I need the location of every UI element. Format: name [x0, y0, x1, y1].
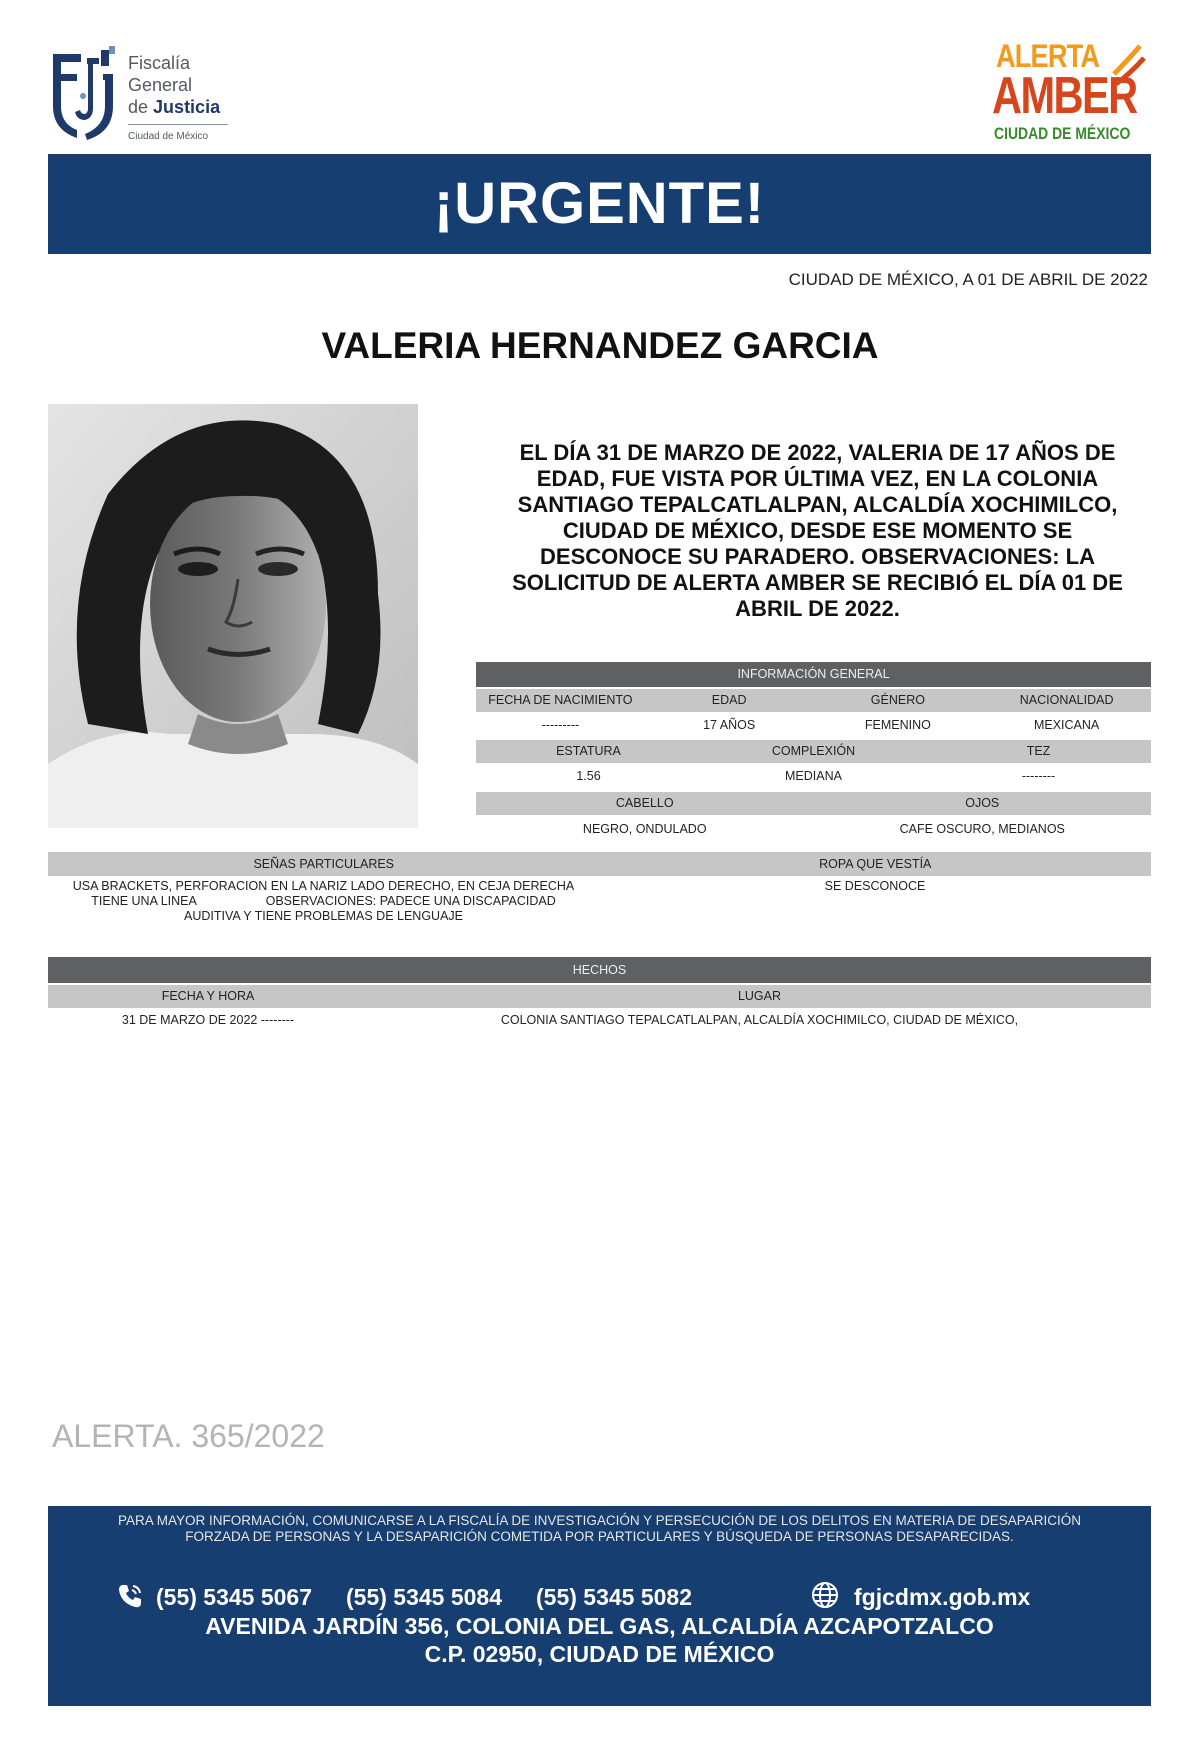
footer-info-line1: PARA MAYOR INFORMACIÓN, COMUNICARSE A LA FISCALÍA DE INVESTIGACIÓN Y PERSECUCIÓN DE LOS DELITOS EN MATERIA DE DESAPARICIÓN [118, 1513, 1081, 1528]
info-general-title-bar [476, 662, 1151, 687]
amber-logo-line2: AMBER [992, 67, 1137, 125]
header-fecha-hora: FECHA Y HORA [161, 989, 255, 1003]
dateline: CIUDAD DE MÉXICO, A 01 DE ABRIL DE 2022 [788, 270, 1148, 289]
alerta-amber-logo [990, 38, 1150, 148]
fgj-logo-subtitle: Ciudad de México [128, 131, 209, 142]
footer-address [48, 1612, 1151, 1668]
website-link[interactable]: fgjcdmx.gob.mx [854, 1584, 1031, 1610]
amber-logo-line1: ALERTA [996, 38, 1100, 74]
value-ojos: CAFE OSCURO, MEDIANOS [899, 822, 1065, 836]
value-cabello: NEGRO, ONDULADO [582, 822, 707, 836]
fgj-logo-line3: de [128, 97, 149, 117]
hechos-table [48, 957, 1151, 1027]
info-row2-values [476, 764, 1151, 789]
header-cabello: CABELLO [615, 796, 674, 810]
senas-line1: USA BRACKETS, PERFORACION EN LA NARIZ LADO DERECHO, EN CEJA DERECHA [72, 879, 575, 893]
senas-text [48, 879, 599, 924]
fgj-logo-text [128, 52, 220, 118]
contact-footer [48, 1506, 1151, 1706]
amber-logo-line3: CIUDAD DE MÉXICO [994, 124, 1131, 143]
value-estatura: 1.56 [576, 769, 601, 783]
person-name: VALERIA HERNANDEZ GARCIA [321, 325, 879, 366]
phone-number-1[interactable]: (55) 5345 5067 [156, 1584, 313, 1610]
fgj-logo-line2: General [128, 75, 193, 95]
header-lugar: LUGAR [737, 989, 782, 1003]
fgj-logo-line1: Fiscalía [128, 53, 191, 73]
header-ropa: ROPA QUE VESTÍA [819, 857, 932, 871]
senas-ropa-headers [48, 852, 1151, 876]
value-lugar: COLONIA SANTIAGO TEPALCATLALPAN, ALCALDÍA XOCHIMILCO, CIUDAD DE MÉXICO, [500, 1013, 1019, 1027]
header-estatura: ESTATURA [556, 744, 621, 758]
value-genero: FEMENINO [864, 718, 931, 732]
alert-number: ALERTA. 365/2022 [52, 1418, 325, 1454]
urgent-banner: ¡URGENTE! [48, 154, 1151, 254]
hechos-values [48, 1009, 1151, 1031]
case-description: EL DÍA 31 DE MARZO DE 2022, VALERIA DE 17 AÑOS DE EDAD, FUE VISTA POR ÚLTIMA VEZ, EN LA COLONIA SANTIAGO TEPALCATLALPAN, ALCALDÍA XOCHIMILCO, CIUDAD DE MÉXICO, DESDE ESE MOMENTO SE DESCONOCE SU PARADERO. OBSERVACIONES: LA SOLICITUD DE ALERTA AMBER SE RECIBIÓ EL DÍA 01 DE ABRIL DE 2022. [512, 440, 1123, 621]
info-row2-headers [476, 740, 1151, 763]
senas-ropa-table [48, 852, 1151, 932]
value-fecha-nacimiento: --------- [541, 718, 580, 732]
value-fecha-hora: 31 DE MARZO DE 2022 -------- [121, 1013, 295, 1027]
info-row3-headers [476, 792, 1151, 815]
info-row1-headers [476, 689, 1151, 712]
fgj-logo-icon [47, 44, 121, 144]
info-row3-values [476, 817, 1151, 842]
senas-line3: AUDITIVA Y TIENE PROBLEMAS DE LENGUAJE [183, 909, 464, 923]
person-photo [48, 404, 418, 828]
fgj-logo-divider [128, 124, 228, 125]
header-ojos: OJOS [965, 796, 1000, 810]
info-general-title: INFORMACIÓN GENERAL [737, 667, 890, 681]
phone-number-3[interactable]: (55) 5345 5082 [536, 1584, 693, 1610]
value-nacionalidad: MEXICANA [1033, 718, 1100, 732]
info-general-table [476, 662, 1151, 848]
senas-line2: TIENE UNA LINEA OBSERVACIONES: PADECE UNA DISCAPACIDAD [91, 894, 556, 908]
ropa-value: SE DESCONOCE [824, 879, 926, 893]
hechos-title-bar [48, 957, 1151, 983]
header-complexion: COMPLEXIÓN [771, 744, 856, 758]
phone-number-2[interactable]: (55) 5345 5084 [346, 1584, 503, 1610]
globe-icon [810, 1580, 840, 1610]
value-edad: 17 AÑOS [703, 718, 756, 732]
hechos-title: HECHOS [572, 963, 627, 977]
header-genero: GÉNERO [870, 693, 925, 707]
header-tez: TEZ [1026, 744, 1051, 758]
value-tez: -------- [1021, 769, 1056, 783]
value-complexion: MEDIANA [785, 769, 842, 783]
hechos-headers [48, 985, 1151, 1008]
info-row1-values [476, 713, 1151, 738]
address-line2: C.P. 02950, CIUDAD DE MÉXICO [424, 1641, 775, 1667]
phone-icon [116, 1582, 144, 1610]
header-nacionalidad: NACIONALIDAD [1019, 693, 1114, 707]
header-edad: EDAD [711, 693, 747, 707]
address-line1: AVENIDA JARDÍN 356, COLONIA DEL GAS, ALCALDÍA AZCAPOTZALCO [205, 1613, 994, 1639]
header-senas: SEÑAS PARTICULARES [253, 857, 395, 871]
footer-info-line2: FORZADA DE PERSONAS Y LA DESAPARICIÓN COMETIDA POR PARTICULARES Y BÚSQUEDA DE PERSONAS DESAPARECIDAS. [185, 1529, 1014, 1544]
fgj-logo-line4: Justicia [153, 97, 221, 117]
footer-info [48, 1513, 1151, 1545]
header-fecha-nacimiento: FECHA DE NACIMIENTO [488, 693, 633, 707]
amber-signal-icon [1110, 40, 1146, 90]
